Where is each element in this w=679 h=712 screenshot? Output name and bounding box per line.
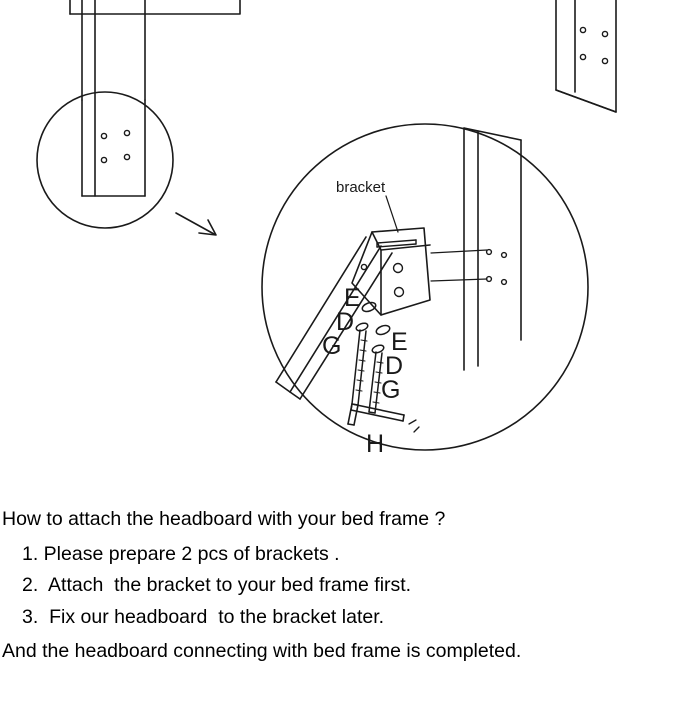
instructions-step: 2. Attach the bracket to your bed frame first.: [22, 574, 412, 597]
bed-frame-leg-holes: [580, 27, 607, 63]
bracket-callout-label: bracket: [336, 179, 386, 196]
part-label-G-left: G: [322, 332, 342, 360]
detail-bed-post: [464, 128, 521, 370]
part-label-D-right: D: [385, 352, 404, 380]
part-label-G-right: G: [381, 376, 401, 404]
part-label-E-right: E: [391, 328, 408, 356]
part-label-H-tool: H: [366, 430, 385, 458]
right-detail-circle: [262, 124, 588, 450]
instructions-step: 1. Please prepare 2 pcs of brackets .: [22, 543, 340, 566]
headboard-left-leg: [82, 0, 145, 196]
allen-key-motion-marks: [409, 420, 419, 432]
instructions-step: 3. Fix our headboard to the bracket later.: [22, 605, 385, 628]
detail-arrow: [176, 213, 216, 235]
instructions-steps-list: [0, 539, 679, 633]
left-leg-holes: [101, 130, 129, 162]
left-detail-circle: [37, 92, 173, 228]
instructions-block: [0, 505, 679, 665]
instructions-closing: And the headboard connecting with bed frame is completed.: [2, 639, 522, 662]
detail-headboard-board: [276, 237, 392, 399]
instructions-question: How to attach the headboard with your bed frame ?: [2, 508, 446, 530]
bracket-leader-line: [386, 196, 398, 232]
part-label-D-left: D: [336, 308, 355, 336]
detail-post-holes: [487, 250, 507, 285]
part-label-E-left: E: [344, 284, 361, 312]
